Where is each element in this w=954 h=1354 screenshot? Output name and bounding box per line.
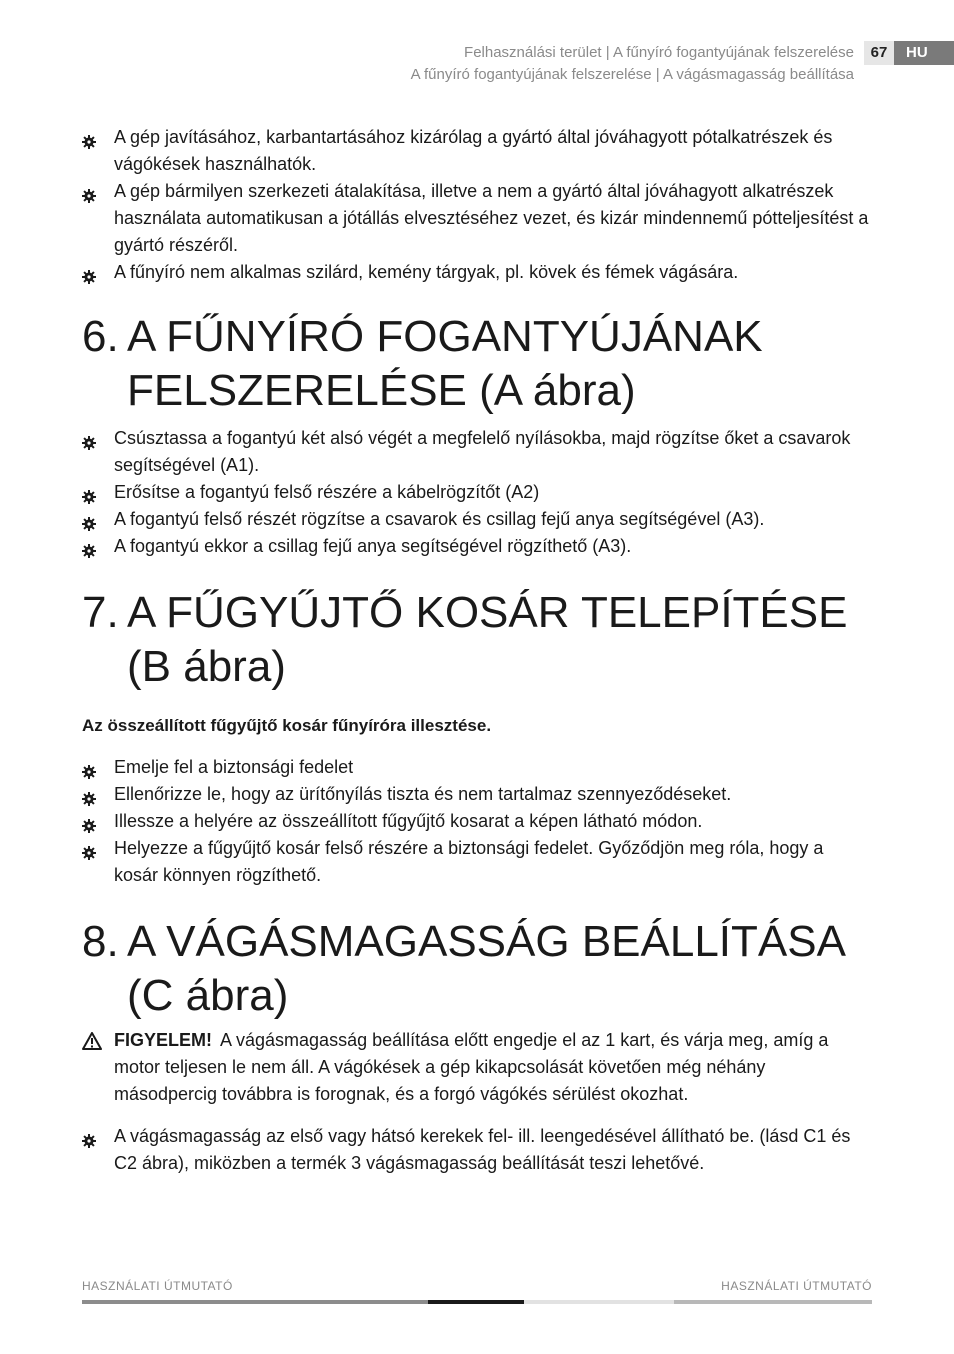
section-title: A FŰGYŰJTŐ KOSÁR TELEPÍTÉSE (B ábra) (127, 588, 848, 691)
list-item: Helyezze a fűgyűjtő kosár felső részére a biztonsági fedelet. Győződjön meg róla, hogy a kosár könnyen rögzíthető. (82, 835, 872, 889)
running-header (411, 42, 854, 86)
intro-bullet-list (82, 124, 872, 286)
section-title: A VÁGÁSMAGASSÁG BEÁLLÍTÁSA (C ábra) (127, 917, 844, 1020)
footer-label-right: HASZNÁLATI ÚTMUTATÓ (721, 1279, 872, 1293)
section-6-heading (82, 310, 872, 418)
section-number: 7. (82, 588, 119, 637)
footer-bar-segment (674, 1300, 872, 1304)
list-item: Illessze a helyére az összeállított fűgyűjtő kosarat a képen látható módon. (82, 808, 872, 835)
list-item: A gép bármilyen szerkezeti átalakítása, illetve a nem a gyártó által jóváhagyott alkatrészek használata automatikusan a jótállás elvesztéséhez vezet, és kizár mindennemű pótteljesítést a gyártó részéről. (82, 178, 872, 259)
footer-label-left: HASZNÁLATI ÚTMUTATÓ (82, 1279, 233, 1293)
warning-text: A vágásmagasság beállítása előtt engedje el az 1 kart, és várja meg, amíg a motor teljesen le nem áll. A vágókések a gép kikapcsolását követően még néhány másodpercig továbbra is forognak, és a forgó vágókés sérülést okozhat. (114, 1030, 829, 1104)
warning-title: FIGYELEM! (114, 1030, 212, 1050)
list-item: Emelje fel a biztonsági fedelet (82, 754, 872, 781)
gear-bullet-icon (82, 184, 96, 198)
gear-bullet-icon (82, 539, 96, 553)
list-item: A fogantyú felső részét rögzítse a csavarok és csillag fejű anya segítségével (A3). (82, 506, 872, 533)
gear-bullet-icon (82, 1129, 96, 1143)
list-item: A fűnyíró nem alkalmas szilárd, kemény tárgyak, pl. kövek és fémek vágására. (82, 259, 872, 286)
section-number: 6. (82, 312, 119, 361)
section-8-bullet-list (82, 1123, 872, 1177)
list-item: A gép javításához, karbantartásához kizárólag a gyártó által jóváhagyott pótalkatrészek és vágókések használhatók. (82, 124, 872, 178)
gear-bullet-icon (82, 485, 96, 499)
footer-bar-segment (428, 1300, 524, 1304)
page-content (82, 124, 872, 1177)
gear-bullet-icon (82, 760, 96, 774)
list-item: Ellenőrizze le, hogy az ürítőnyílás tiszta és nem tartalmaz szennyeződéseket. (82, 781, 872, 808)
gear-bullet-icon (82, 130, 96, 144)
section-8-heading (82, 915, 872, 1023)
gear-bullet-icon (82, 841, 96, 855)
warning-triangle-icon (82, 1031, 102, 1049)
section-number: 8. (82, 917, 119, 966)
gear-bullet-icon (82, 265, 96, 279)
header-line-2: A fűnyíró fogantyújának felszerelése | A vágásmagasság beállítása (410, 66, 854, 83)
list-item: Csúsztassa a fogantyú két alsó végét a megfelelő nyílásokba, majd rögzítse őket a csavarok segítségével (A1). (82, 425, 872, 479)
list-item: A vágásmagasság az első vagy hátsó kerekek fel- ill. leengedésével állítható be. (lásd C1 és C2 ábra), miközben a termék 3 vágásmagasság beállítását teszi lehetővé. (82, 1123, 872, 1177)
list-item: A fogantyú ekkor a csillag fejű anya segítségével rögzíthető (A3). (82, 533, 872, 560)
page-number: 67 (864, 41, 894, 65)
footer-bar-segment (82, 1300, 428, 1304)
language-badge: HU (894, 41, 954, 65)
warning-notice (82, 1027, 872, 1108)
section-title: A FŰNYÍRÓ FOGANTYÚJÁNAK FELSZERELÉSE (A ábra) (127, 312, 763, 415)
list-item: Erősítse a fogantyú felső részére a kábelrögzítőt (A2) (82, 479, 872, 506)
gear-bullet-icon (82, 431, 96, 445)
header-line-1: Felhasználási terület | A fűnyíró fogantyújának felszerelése (464, 44, 854, 61)
gear-bullet-icon (82, 787, 96, 801)
footer-bar-segment (524, 1300, 674, 1304)
page-tab (864, 41, 954, 65)
section-7-bullet-list (82, 754, 872, 889)
section-7-heading (82, 586, 872, 694)
gear-bullet-icon (82, 512, 96, 526)
section-6-bullet-list (82, 425, 872, 560)
gear-bullet-icon (82, 814, 96, 828)
section-7-subheading: Az összeállított fűgyűjtő kosár fűnyíróra illesztése. (82, 716, 492, 735)
